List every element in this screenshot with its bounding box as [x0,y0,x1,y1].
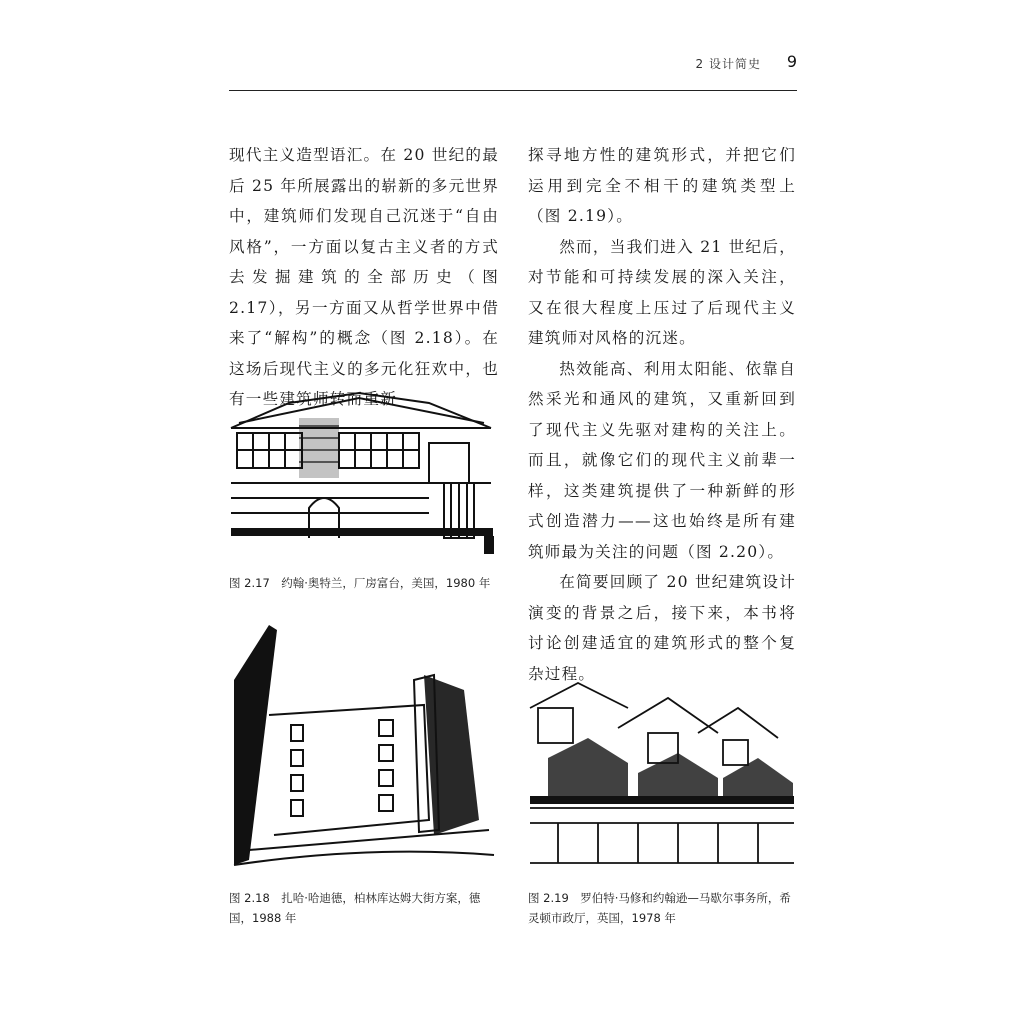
figure-2-18-caption: 图 2.18 扎哈·哈迪德，柏林库达姆大街方案，德国，1988 年 [229,891,481,925]
paragraph: 然而，当我们进入 21 世纪后，对节能和可持续发展的深入关注，又在很大程度上压过了后现代主义建筑师对风格的沉迷。 [528,237,796,347]
paragraph: 探寻地方性的建筑形式，并把它们运用到完全不相干的建筑类型上（图 2.19）。 [528,146,796,225]
paragraph: 在简要回顾了 20 世纪建筑设计演变的背景之后，接下来，本书将讨论创建适宜的建筑形式的整个复杂过程。 [528,573,796,683]
figure-2-19-caption: 图 2.19 罗伯特·马修和约翰逊—马歇尔事务所，希灵顿市政厅，英国，1978 年 [528,891,791,925]
left-column [229,140,499,415]
figure-2-18-illustration [229,620,497,875]
header-rule [229,90,797,91]
page-number: 9 [786,52,797,71]
right-column [528,140,796,689]
paragraph: 热效能高、利用太阳能、依靠自然采光和通风的建筑，又重新回到了现代主义先驱对建构的关注上。而且，就像它们的现代主义前辈一样，这类建筑提供了一种新鲜的形式创造潜力——这也始终是所有建筑师最为关注的问题（图 2.20）。 [528,359,796,561]
figure-2-17-illustration [229,388,497,558]
figure-2-17-caption: 图 2.17 约翰·奥特兰，厂房富台，美国，1980 年 [229,576,491,590]
chapter-title: 2 设计简史 [695,57,761,71]
running-head [229,52,797,76]
figure-2-19-illustration [528,678,796,868]
paragraph: 现代主义造型语汇。在 20 世纪的最后 25 年所展露出的崭新的多元世界中，建筑师们发现自己沉迷于“自由风格”，一方面以复古主义者的方式去发掘建筑的全部历史（图 2.17），另一方面又从哲学世界中借来了“解构”的概念（图 2.18）。在这场后现代主义的多元化狂欢中，也有一些建筑师转而重新 [229,146,499,408]
